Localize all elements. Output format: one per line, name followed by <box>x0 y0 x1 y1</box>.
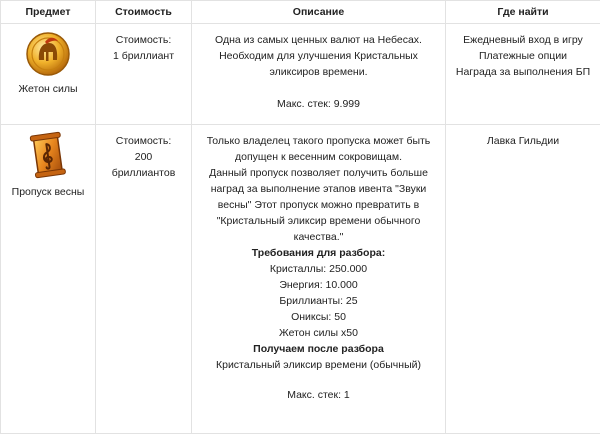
requirement-item: Бриллианты: 25 <box>192 293 445 309</box>
table-row <box>1 125 600 434</box>
header-description: Описание <box>192 1 446 24</box>
header-where: Где найти <box>446 1 600 24</box>
source-item: Платежные опции <box>446 48 600 64</box>
description-line: допущен к весенним сокровищам. <box>192 149 445 165</box>
source-item: Ежедневный вход в игру <box>446 32 600 48</box>
description-line: качества." <box>192 229 445 245</box>
cost-unit: бриллиантов <box>96 165 191 181</box>
requirement-item: Жетон силы x50 <box>192 325 445 341</box>
cost-label: Стоимость: <box>96 32 191 48</box>
cost-value: 200 <box>96 149 191 165</box>
item-name: Жетон силы <box>1 82 95 96</box>
item-cell <box>1 24 96 125</box>
cost-cell <box>96 24 192 125</box>
description-line: весны" Этот пропуск можно превратить в <box>192 197 445 213</box>
item-cell <box>1 125 96 434</box>
requirements-title: Требования для разбора: <box>252 247 385 259</box>
spring-pass-icon <box>28 131 68 181</box>
table-header-row <box>1 1 600 24</box>
max-stack: Макс. стек: 1 <box>192 387 445 403</box>
item-name: Пропуск весны <box>1 185 95 199</box>
requirement-item: Ониксы: 50 <box>192 309 445 325</box>
description-line: наград за выполнение этапов ивента "Звуки <box>192 181 445 197</box>
description-line: эликсиров времени. <box>192 64 445 80</box>
table-row <box>1 24 600 125</box>
description-line: Одна из самых ценных валют на Небесах. <box>192 32 445 48</box>
source-item: Лавка Гильдии <box>446 133 600 149</box>
header-cost: Стоимость <box>96 1 192 24</box>
cost-label: Стоимость: <box>96 133 191 149</box>
result-item: Кристальный эликсир времени (обычный) <box>192 357 445 373</box>
header-item: Предмет <box>1 1 96 24</box>
cost-value: 1 бриллиант <box>96 48 191 64</box>
result-title: Получаем после разбора <box>253 343 384 355</box>
description-line: Только владелец такого пропуска может быть <box>192 133 445 149</box>
description-cell <box>192 125 446 434</box>
cost-cell <box>96 125 192 434</box>
strength-token-icon <box>25 30 71 78</box>
source-item: Награда за выполнения БП <box>446 64 600 80</box>
max-stack: Макс. стек: 9.999 <box>192 96 445 112</box>
description-line: Данный пропуск позволяет получить больше <box>192 165 445 181</box>
where-cell <box>446 24 600 125</box>
description-line: "Кристальный эликсир времени обычного <box>192 213 445 229</box>
where-cell <box>446 125 600 434</box>
description-cell <box>192 24 446 125</box>
requirement-item: Энергия: 10.000 <box>192 277 445 293</box>
requirement-item: Кристаллы: 250.000 <box>192 261 445 277</box>
description-line: Необходим для улучшения Кристальных <box>192 48 445 64</box>
